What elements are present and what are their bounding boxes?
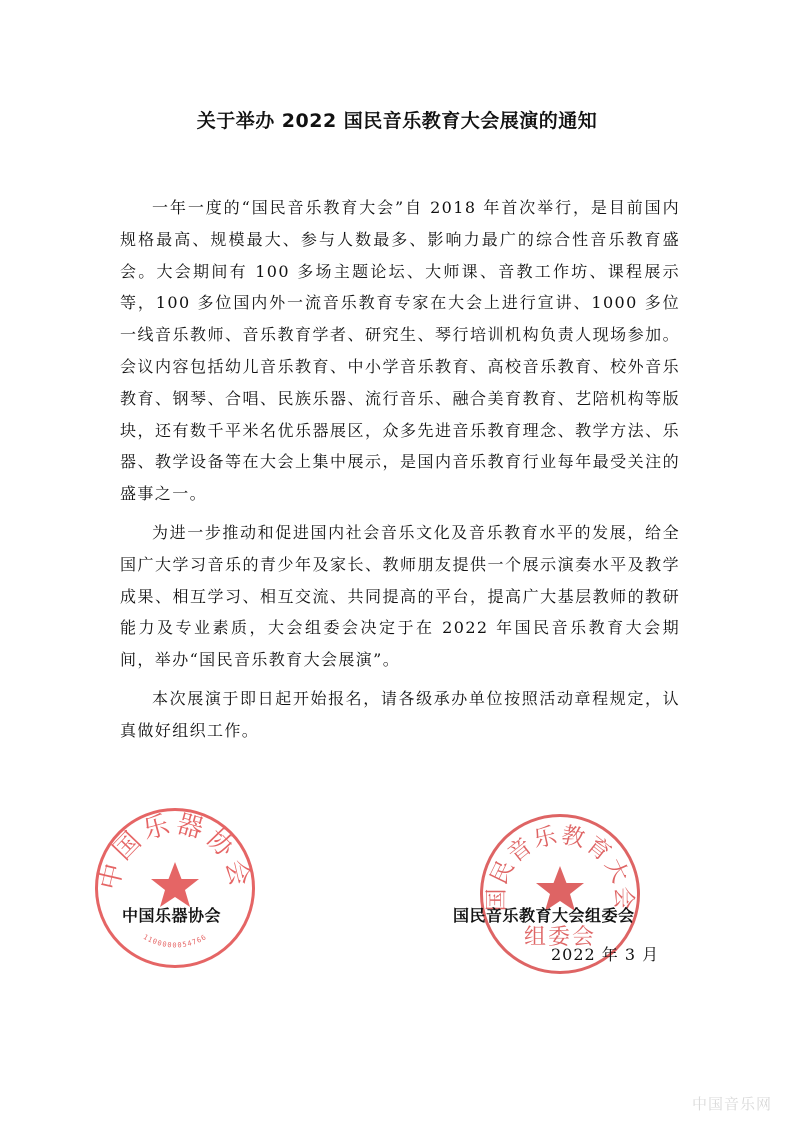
document-body <box>120 192 680 754</box>
signature-date: 2022 年 3 月 <box>551 945 660 964</box>
seal-right-arc-text: 国民音乐教育大会 <box>483 822 637 912</box>
star-icon <box>151 862 199 907</box>
paragraph-1: 一年一度的“国民音乐教育大会”自 2018 年首次举行，是目前国内规格最高、规模最大、参与人数最多、影响力最广的综合性音乐教育盛会。大会期间有 100 多场主题论坛、大师课、音教工作坊、课程展示等，100 多位国内外一流音乐教育专家在大会上进行宣讲、1000 多位一线音乐教师、音乐教育学者、研究生、琴行培训机构负责人现场参加。会议内容包括幼儿音乐教育、中小学音乐教育、高校音乐教育、校外音乐教育、钢琴、合唱、民族乐器、流行音乐、融合美育教育、艺陪机构等版块，还有数千平米名优乐器展区，众多先进音乐教育理念、教学方法、乐器、教学设备等在大会上集中展示，是国内音乐教育行业每年最受关注的盛事之一。 <box>120 198 680 504</box>
seal-left-graphic <box>95 808 255 968</box>
seal-right-center-text: 组委会 <box>523 925 597 950</box>
watermark: 中国音乐网 <box>691 1095 772 1113</box>
signature-right-org: 国民音乐教育大会组委会 <box>453 906 635 925</box>
signature-left-org: 中国乐器协会 <box>122 906 222 925</box>
paragraph-3: 本次展演于即日起开始报名，请各级承办单位按照活动章程规定，认真做好组织工作。 <box>120 688 680 740</box>
document-title: 关于举办 2022 国民音乐教育大会展演的通知 <box>196 110 598 132</box>
paragraph-2: 为进一步推动和促进国内社会音乐文化及音乐教育水平的发展，给全国广大学习音乐的青少年及家长、教师朋友提供一个展示演奏水平及教学成果、相互学习、相互交流、共同提高的平台，提高广大基层教师的教研能力及专业素质，大会组委会决定于在 2022 年国民音乐教育大会期间，举办“国民音乐教育大会展演”。 <box>120 522 680 670</box>
seal-left <box>95 808 255 968</box>
svg-text:1100000054766 <box>142 933 209 950</box>
seal-left-arc-text: 中国乐器协会 <box>95 809 255 893</box>
seal-left-number: 1100000054766 <box>141 932 209 950</box>
